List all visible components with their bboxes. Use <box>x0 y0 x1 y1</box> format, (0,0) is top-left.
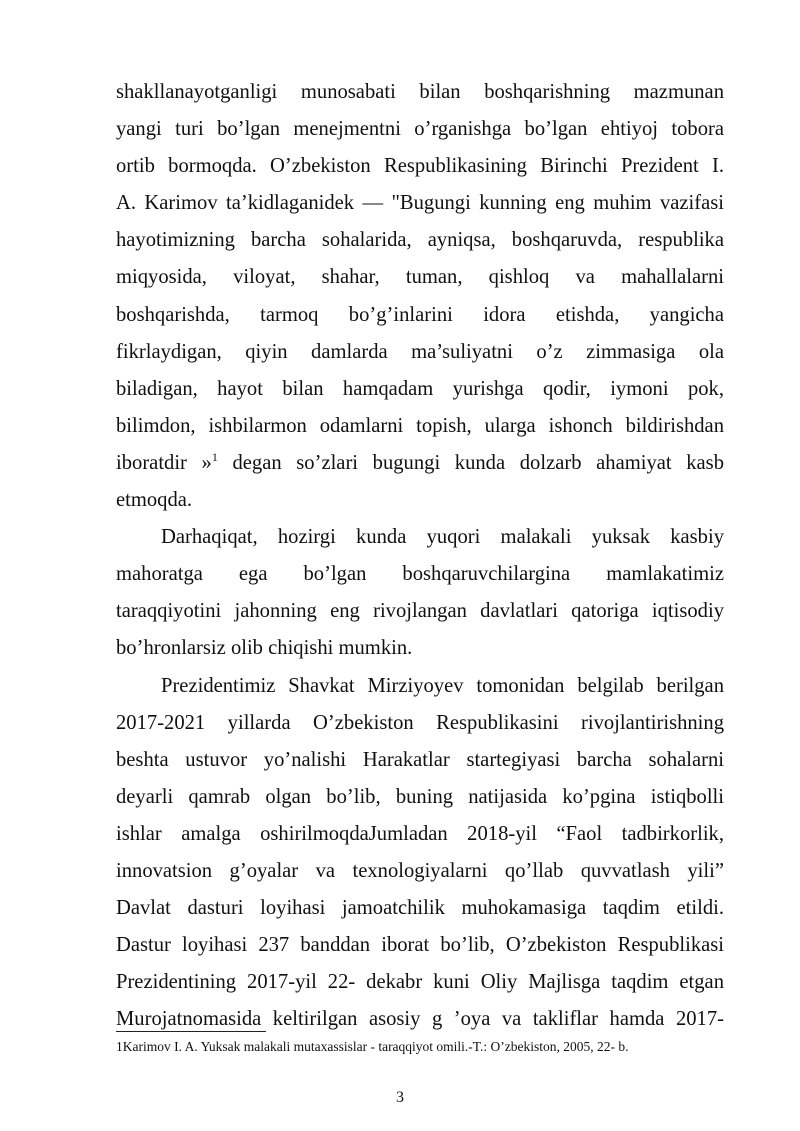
text-line: fikrlaydigan, qiyin damlarda ma’suliyatni o’z zimmasiga ola <box>116 340 724 363</box>
text-line: 2017-2021 yillarda O’zbekiston Respublikasini rivojlantirishning <box>116 711 724 734</box>
text-line: boshqarishda, tarmoq bo’g’inlarini idora etishda, yangicha <box>116 303 724 326</box>
paragraph-1 <box>116 74 724 519</box>
text-line: yangi turi bo’lgan menejmentni o’rganishga bo’lgan ehtiyoj tobora <box>116 118 724 141</box>
text-line: bo’hronlarsiz olib chiqishi mumkin. <box>116 637 413 660</box>
text-line: ortib bormoqda. O’zbekiston Respublikasining Birinchi Prezident I. <box>116 155 724 178</box>
text-line: Prezidentimiz Shavkat Mirziyoyev tomonidan belgilab berilgan <box>161 674 724 697</box>
footnote-reference[interactable]: 1 <box>211 450 218 465</box>
text-line: A. Karimov ta’kidlaganidek — "Bugungi kunning eng muhim vazifasi <box>116 192 724 215</box>
text-line: Murojatnomasida keltirilgan asosiy g ’oya va takliflar hamda 2017- <box>116 1008 724 1031</box>
text-line: taraqqiyotini jahonning eng rivojlangan davlatlari qatoriga iqtisodiy <box>116 600 724 623</box>
paragraph-3 <box>116 668 724 1039</box>
text-line: miqyosida, viloyat, shahar, tuman, qishloq va mahallalarni <box>116 266 724 289</box>
text-line: Dastur loyihasi 237 banddan iborat bo’lib, O’zbekiston Respublikasi <box>116 934 724 957</box>
text-line: deyarli qamrab olgan bo’lib, buning natijasida ko’pgina istiqbolli <box>116 785 724 808</box>
page-number: 3 <box>396 1089 404 1106</box>
text-line: innovatsion g’oyalar va texnologiyalarni qo’llab quvvatlash yili” <box>116 859 724 882</box>
text-line: Darhaqiqat, hozirgi kunda yuqori malakali yuksak kasbiy <box>161 526 724 549</box>
footnote: 1Karimov I. A. Yuksak malakali mutaxassislar - taraqqiyot omili.-T.: O’zbekiston, 2005, 22- b. <box>116 1039 629 1054</box>
paragraph-2 <box>116 519 724 667</box>
text-line: Prezidentining 2017-yil 22- dekabr kuni Oliy Majlisga taqdim etgan <box>116 971 724 994</box>
text-line: Davlat dasturi loyihasi jamoatchilik muhokamasiga taqdim etildi. <box>116 897 724 920</box>
text-segment: iboratdir » <box>116 451 212 474</box>
text-line: mahoratga ega bo’lgan boshqaruvchilargina mamlakatimiz <box>116 563 724 586</box>
text-line: biladigan, hayot bilan hamqadam yurishga qodir, iymoni pok, <box>116 377 724 400</box>
text-line: hayotimizning barcha sohalarida, ayniqsa, boshqaruvda, respublika <box>116 229 724 252</box>
text-line: beshta ustuvor yo’nalishi Harakatlar startegiyasi barcha sohalarni <box>116 748 724 771</box>
text-line: etmoqda. <box>116 489 193 512</box>
document-page <box>116 74 724 1038</box>
text-segment: degan so’zlari bugungi kunda dolzarb ahamiyat kasb <box>217 451 724 474</box>
footnote-separator <box>116 1031 266 1032</box>
text-line: bilimdon, ishbilarmon odamlarni topish, ularga ishonch bildirishdan <box>116 414 724 437</box>
text-line-with-footnote <box>116 445 724 482</box>
text-line: ishlar amalga oshirilmoqdaJumladan 2018-yil “Faol tadbirkorlik, <box>116 822 724 845</box>
text-line: shakllanayotganligi munosabati bilan boshqarishning mazmunan <box>116 81 724 103</box>
